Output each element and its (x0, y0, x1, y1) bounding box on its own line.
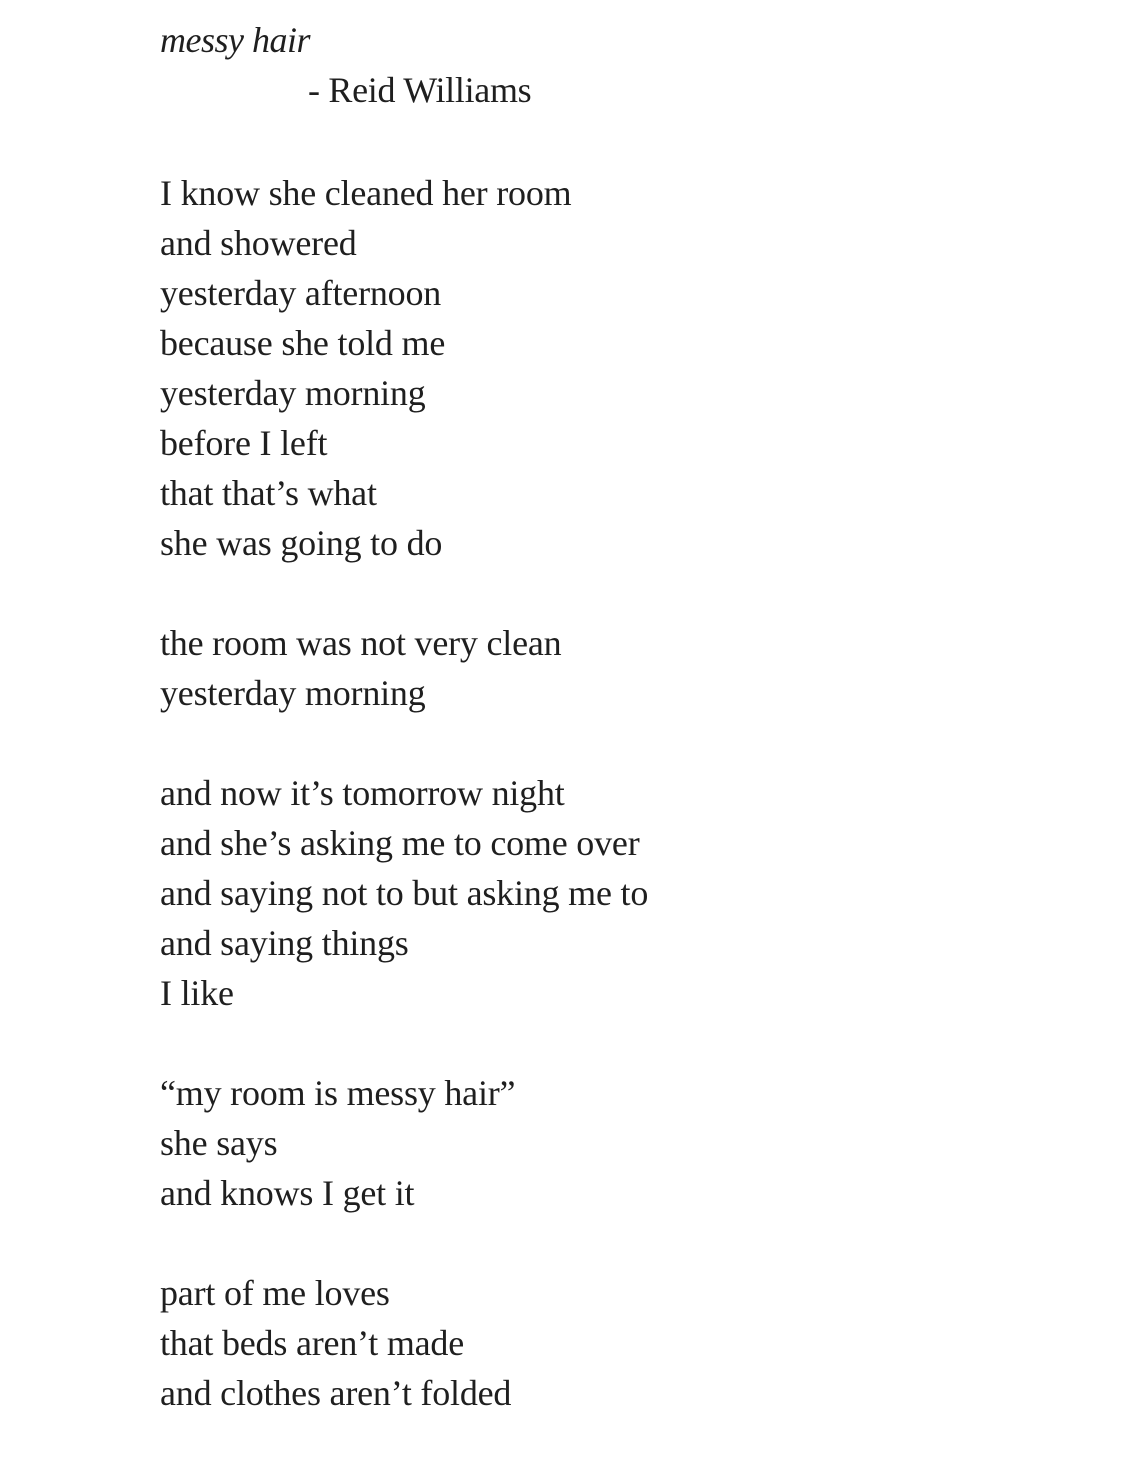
poem-line: and saying not to but asking me to (160, 873, 649, 913)
poem-line: she was going to do (160, 523, 443, 563)
stanza-1 (160, 168, 1060, 568)
poem-line: that beds aren’t made (160, 1323, 465, 1363)
poem-line: she says (160, 1123, 278, 1163)
poem-line: and clothes aren’t folded (160, 1373, 512, 1413)
stanza-2 (160, 618, 1060, 718)
stanza-3 (160, 768, 1060, 1018)
poem-line: and showered (160, 223, 357, 263)
poem-author: - Reid Williams (308, 70, 532, 110)
poem-line: “my room is messy hair” (160, 1073, 516, 1113)
poem-line: and knows I get it (160, 1173, 415, 1213)
poem-body (160, 168, 1060, 1468)
stanza-4 (160, 1068, 1060, 1218)
poem-line: that that’s what (160, 473, 377, 513)
poem-line: I like (160, 973, 234, 1013)
stanza-5 (160, 1268, 1060, 1418)
poem-title: messy hair (160, 20, 310, 60)
poem-line: part of me loves (160, 1273, 390, 1313)
poem-line: I know she cleaned her room (160, 173, 572, 213)
poem-line: yesterday afternoon (160, 273, 442, 313)
poem-line: and she’s asking me to come over (160, 823, 640, 863)
poem-line: and now it’s tomorrow night (160, 773, 565, 813)
poem-line: yesterday morning (160, 373, 426, 413)
poem-line: the room was not very clean (160, 623, 562, 663)
poem-line: yesterday morning (160, 673, 426, 713)
poem-line: and saying things (160, 923, 409, 963)
poem-line: because she told me (160, 323, 446, 363)
poem-line: before I left (160, 423, 328, 463)
